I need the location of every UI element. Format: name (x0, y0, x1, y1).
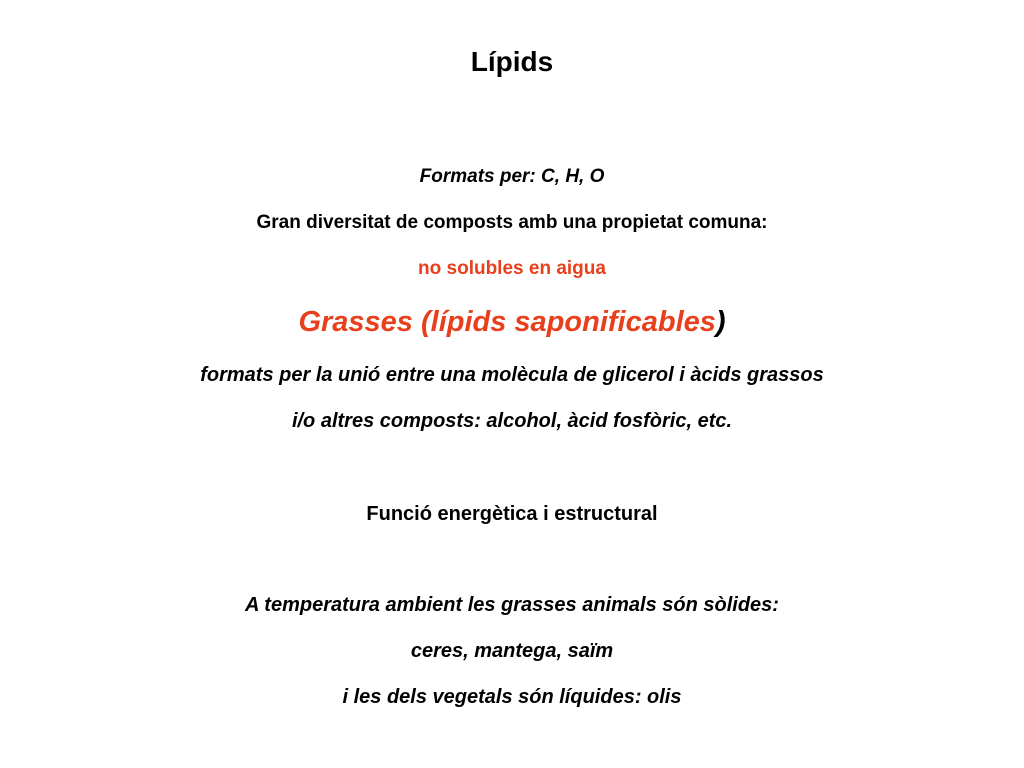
fats-heading-close: ) (715, 306, 726, 338)
temperature-line-3: i les dels vegetals són líquides: olis (342, 686, 682, 708)
fats-heading-text: Grasses (lípids saponificables (298, 306, 716, 338)
temperature-line-2: ceres, mantega, saïm (410, 640, 614, 662)
fats-heading (0, 306, 1024, 339)
function-line: Funció energètica i estructural (366, 503, 658, 525)
temperature-line-1: A temperatura ambient les grasses animals són sòlides: (245, 594, 779, 616)
slide-title: Lípids (470, 46, 554, 77)
diversity-line: Gran diversitat de composts amb una propietat comuna: (256, 212, 768, 233)
formats-line: Formats per: C, H, O (419, 166, 605, 187)
solubility-line: no solubles en aigua (418, 258, 606, 279)
fats-description-line-2: i/o altres composts: alcohol, àcid fosfòric, etc. (291, 410, 733, 432)
fats-description-line-1: formats per la unió entre una molècula de glicerol i àcids grassos (200, 364, 824, 386)
